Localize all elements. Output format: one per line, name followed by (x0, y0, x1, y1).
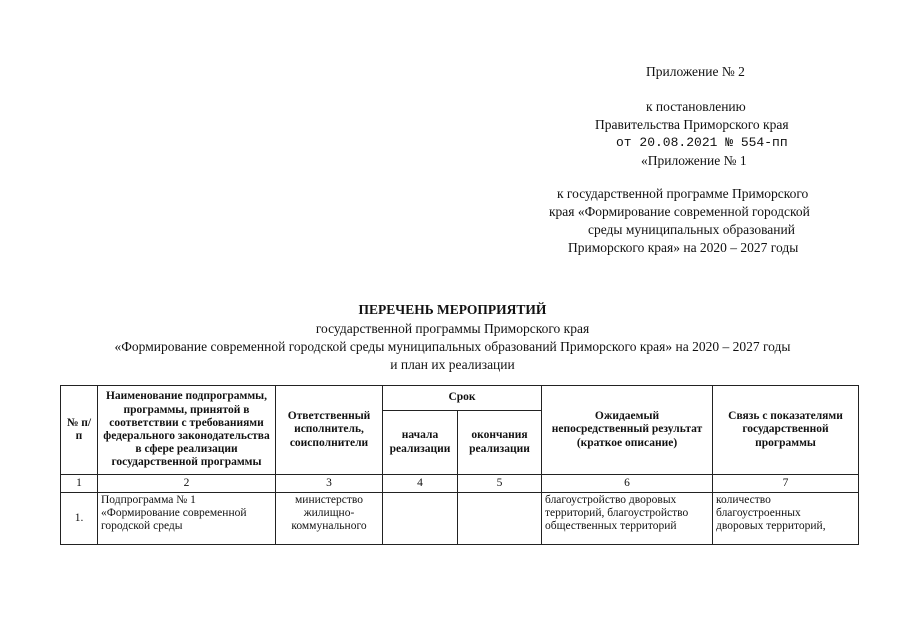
measures-table (60, 385, 859, 545)
row-result-line-2: территорий, благоустройство (545, 507, 689, 520)
header-name: Наименование подпрограммы, программы, принятой в соответствии с требованиями федерального законодательства в сфере реализации государственной программы (98, 386, 276, 475)
row-name-line-2: «Формирование современной (101, 507, 247, 520)
document-subtitle-2: «Формирование современной городской среды муниципальных образований Приморского края» на 2020 – 2027 годы (114, 339, 791, 354)
header-result: Ожидаемый непосредственный результат (краткое описание) (542, 386, 713, 475)
appendix-program-line-4: Приморского края» на 2020 – 2027 годы (568, 240, 799, 255)
document-subtitle-1: государственной программы Приморского края (315, 321, 590, 336)
col-number-4: 4 (383, 475, 458, 493)
row-link-line-3: дворовых территорий, (716, 520, 826, 533)
row-result-line-3: общественных территорий (545, 520, 677, 533)
header-start: начала реализации (383, 411, 458, 475)
row-responsible (276, 493, 383, 545)
appendix-inner-number: «Приложение № 1 (641, 153, 747, 168)
appendix-program-line-2: края «Формирование современной городской (549, 204, 810, 219)
col-number-3: 3 (276, 475, 383, 493)
row-start (383, 493, 458, 545)
appendix-program-line-1: к государственной программе Приморского (557, 186, 809, 201)
table-column-numbers-row (61, 475, 859, 493)
row-link-line-2: благоустроенных (716, 507, 801, 520)
header-link: Связь с показателями государственной программы (713, 386, 859, 475)
row-end (458, 493, 542, 545)
appendix-program-line-3: среды муниципальных образований (588, 222, 795, 237)
document-subtitle-3: и план их реализации (390, 357, 515, 372)
row-responsible-line-1: министерство (295, 494, 363, 506)
appendix-date-line: от 20.08.2021 № 554-пп (616, 135, 788, 150)
appendix-number: Приложение № 2 (646, 64, 745, 79)
row-responsible-line-3: коммунального (291, 520, 367, 533)
row-link (713, 493, 859, 545)
appendix-government-line: Правительства Приморского края (595, 117, 789, 132)
row-name-line-3: городской среды (101, 520, 183, 533)
row-num: 1. (61, 493, 98, 545)
header-term: Срок (383, 386, 542, 411)
document-title: ПЕРЕЧЕНЬ МЕРОПРИЯТИЙ (358, 302, 547, 317)
col-number-1: 1 (61, 475, 98, 493)
appendix-resolution-line: к постановлению (646, 99, 746, 114)
col-number-2: 2 (98, 475, 276, 493)
row-result-line-1: благоустройство дворовых (545, 494, 677, 506)
header-num: № п/п (61, 386, 98, 475)
table-header-row-1 (61, 386, 859, 411)
header-end: окончания реализации (458, 411, 542, 475)
row-link-line-1: количество (716, 494, 771, 506)
row-responsible-line-2: жилищно- (303, 507, 355, 520)
row-result (542, 493, 713, 545)
row-name-line-1: Подпрограмма № 1 (101, 494, 196, 506)
table-row (61, 493, 859, 545)
col-number-6: 6 (542, 475, 713, 493)
header-responsible: Ответственный исполнитель, соисполнители (276, 386, 383, 475)
row-name (98, 493, 276, 545)
col-number-7: 7 (713, 475, 859, 493)
col-number-5: 5 (458, 475, 542, 493)
